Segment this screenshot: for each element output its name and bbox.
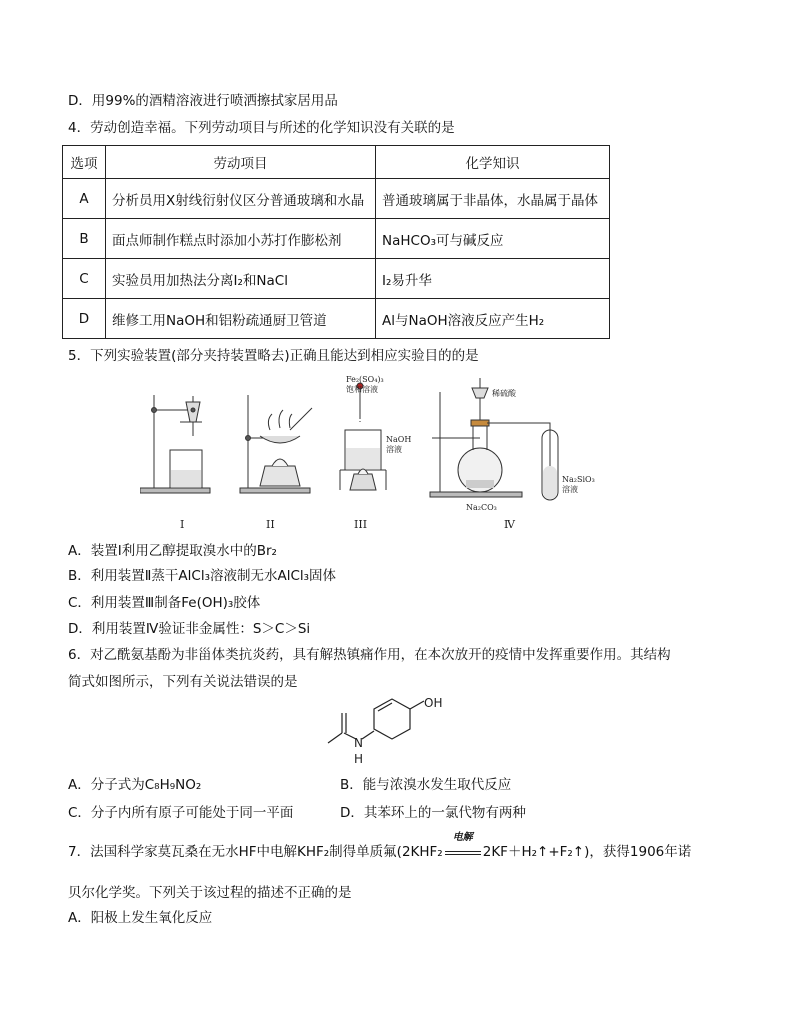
row-knowledge: 普通玻璃属于非晶体，水晶属于晶体 [376, 179, 610, 219]
q6-option-d: D．其苯环上的一氯代物有两种 [340, 805, 526, 821]
apparatus-4-label: Ⅳ [504, 518, 515, 531]
eq-right: 2KF＋H₂↑+F₂↑ [482, 844, 585, 860]
apparatus-1-drawing [140, 395, 210, 493]
q6-option-a: A．分子式为C₈H₉NO₂ [68, 777, 202, 793]
q5-option-c: C．利用装置Ⅲ制备Fe(OH)₃胶体 [68, 595, 261, 611]
na2sio3-label-2: 溶液 [562, 485, 578, 494]
table-row [63, 179, 610, 219]
eq-condition: 电解 [452, 832, 473, 843]
acid-label: 稀硫酸 [492, 389, 516, 398]
table-header-row [63, 146, 610, 179]
q7-stem-part-2: )，获得1906年诺 [584, 844, 692, 860]
row-knowledge: Al与NaOH溶液反应产生H₂ [376, 299, 610, 339]
n-label: N [354, 736, 363, 750]
row-option: A [63, 179, 106, 219]
naoh-label-2: 溶液 [386, 445, 402, 454]
row-labor: 维修工用NaOH和铝粉疏通厨卫管道 [106, 299, 376, 339]
row-option: B [63, 219, 106, 259]
table-row [63, 299, 610, 339]
table-row [63, 219, 610, 259]
q7-stem-line-1 [68, 832, 692, 862]
table-row [63, 259, 610, 299]
row-labor: 面点师制作糕点时添加小苏打作膨松剂 [106, 219, 376, 259]
row-labor: 实验员用加热法分离I₂和NaCl [106, 259, 376, 299]
eq-left: 2KHF₂ [401, 844, 443, 860]
na2co3-label: Na₂CO₃ [466, 503, 497, 512]
q7-equation [401, 832, 585, 862]
apparatus-1-label: I [180, 518, 185, 531]
q4-stem: 4．劳动创造幸福。下列劳动项目与所述的化学知识没有关联的是 [68, 120, 455, 136]
acetaminophen-structure [318, 695, 478, 770]
apparatus-2-drawing [240, 395, 312, 493]
apparatus-3-drawing [340, 383, 386, 490]
row-knowledge: NaHCO₃可与碱反应 [376, 219, 610, 259]
h-label: H [354, 752, 364, 766]
row-option: D [63, 299, 106, 339]
row-labor: 分析员用X射线衍射仪区分普通玻璃和水晶 [106, 179, 376, 219]
header-option: 选项 [63, 146, 106, 179]
naoh-label: NaOH [386, 435, 412, 444]
header-knowledge: 化学知识 [376, 146, 610, 179]
apparatus-3-label: III [354, 518, 368, 531]
row-option: C [63, 259, 106, 299]
q5-apparatus-figure [140, 370, 610, 540]
q6-option-b: B．能与浓溴水发生取代反应 [340, 777, 512, 793]
q5-stem: 5．下列实验装置(部分夹持装置略去)正确且能达到相应实验目的的是 [68, 348, 479, 364]
q7-stem-line-2: 贝尔化学奖。下列关于该过程的描述不正确的是 [68, 885, 352, 901]
q6-stem-line-2: 简式如图所示，下列有关说法错误的是 [68, 674, 298, 690]
q6-option-c: C．分子内所有原子可能处于同一平面 [68, 805, 294, 821]
q5-option-b: B．利用装置Ⅱ蒸干AlCl₃溶液制无水AlCl₃固体 [68, 568, 337, 584]
q7-stem-part-1: 7．法国科学家莫瓦桑在无水HF中电解KHF₂制得单质氟( [68, 844, 402, 860]
fe-solution-label-2: 饱和溶液 [346, 385, 378, 394]
q7-option-a: A．阳极上发生氧化反应 [68, 910, 213, 926]
q5-option-a: A．装置Ⅰ利用乙醇提取溴水中的Br₂ [68, 543, 277, 559]
na2sio3-label: Na₂SiO₃ [562, 475, 595, 484]
row-knowledge: I₂易升华 [376, 259, 610, 299]
q6-stem-line-1: 6．对乙酰氨基酚为非甾体类抗炎药，具有解热镇痛作用，在本次放开的疫情中发挥重要作用。其结构 [68, 647, 671, 663]
fe-solution-label: Fe₂(SO₄)₃ [346, 375, 384, 384]
q5-option-d: D．利用装置Ⅳ验证非金属性：S＞C＞Si [68, 621, 311, 637]
apparatus-2-label: II [266, 518, 275, 531]
q4-table [62, 145, 610, 339]
oh-label: OH [424, 696, 443, 710]
header-labor: 劳动项目 [106, 146, 376, 179]
prev-option-d: D．用99%的酒精溶液进行喷洒擦拭家居用品 [68, 93, 338, 109]
